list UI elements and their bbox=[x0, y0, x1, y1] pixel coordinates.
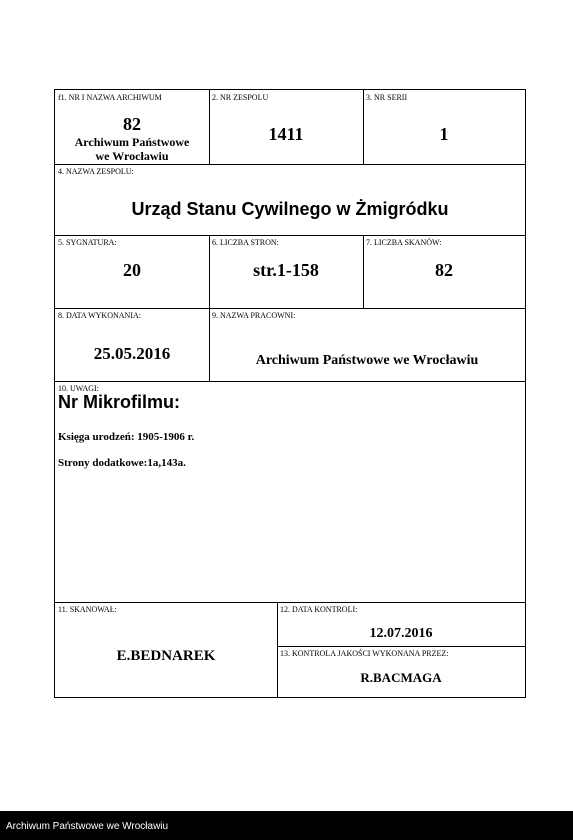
pages-cell bbox=[209, 235, 363, 308]
remarks-label: 10. UWAGI: bbox=[58, 384, 99, 393]
fond-name-cell bbox=[55, 164, 525, 235]
fond-number-value: 1411 bbox=[268, 124, 304, 144]
remarks-heading: Nr Mikrofilmu: bbox=[58, 392, 181, 412]
signature-label: 5. SYGNATURA: bbox=[58, 238, 117, 247]
remarks-cell bbox=[55, 381, 525, 602]
quality-control-value: R.BACMAGA bbox=[360, 670, 442, 685]
archive-cell bbox=[55, 90, 209, 164]
scanned-by-cell bbox=[55, 602, 277, 697]
fond-number-label: 2. NR ZESPOLU bbox=[212, 93, 269, 102]
remarks-line2: Strony dodatkowe:1a,143a. bbox=[58, 457, 186, 469]
fond-name-label: 4. NAZWA ZESPOLU: bbox=[58, 167, 134, 176]
series-number-cell bbox=[363, 90, 525, 164]
pages-label: 6. LICZBA STRON: bbox=[212, 238, 279, 247]
scanned-by-label: 11. SKANOWAŁ: bbox=[58, 605, 117, 614]
signature-value: 20 bbox=[123, 260, 141, 280]
quality-control-label: 13. KONTROLA JAKOŚCI WYKONANA PRZEZ: bbox=[280, 649, 449, 658]
date-made-cell bbox=[55, 308, 209, 381]
archive-number: 82 bbox=[123, 114, 141, 134]
scans-label: 7. LICZBA SKANÓW: bbox=[366, 238, 442, 247]
signature-cell bbox=[55, 235, 209, 308]
control-date-value: 12.07.2016 bbox=[369, 626, 433, 641]
workshop-label: 9. NAZWA PRACOWNI: bbox=[212, 311, 296, 320]
scans-value: 82 bbox=[435, 260, 453, 280]
archive-label: f1. NR I NAZWA ARCHIWUM bbox=[58, 93, 162, 102]
footer-text: Archiwum Państwowe we Wrocławiu bbox=[6, 821, 169, 832]
control-date-label: 12. DATA KONTROLI: bbox=[280, 605, 358, 614]
remarks-line1: Księga urodzeń: 1905-1906 r. bbox=[58, 431, 195, 443]
metadata-card bbox=[54, 89, 526, 698]
series-number-label: 3. NR SERII bbox=[366, 93, 408, 102]
fond-number-cell bbox=[209, 90, 363, 164]
archive-name-line1: Archiwum Państwowe bbox=[74, 135, 190, 149]
workshop-cell bbox=[209, 308, 525, 381]
date-made-label: 8. DATA WYKONANIA: bbox=[58, 311, 141, 320]
series-number-value: 1 bbox=[439, 124, 449, 144]
quality-control-cell bbox=[277, 646, 525, 697]
scanned-by-value: E.BEDNAREK bbox=[116, 648, 216, 664]
fond-name-value: Urząd Stanu Cywilnego w Żmigródku bbox=[131, 199, 449, 219]
footer-bar bbox=[0, 811, 573, 840]
pages-value: str.1-158 bbox=[253, 260, 319, 280]
control-date-cell bbox=[277, 602, 525, 646]
workshop-value: Archiwum Państwowe we Wrocławiu bbox=[255, 353, 479, 368]
date-made-value: 25.05.2016 bbox=[93, 344, 171, 363]
scans-cell bbox=[363, 235, 525, 308]
archive-name-line2: we Wrocławiu bbox=[95, 149, 169, 163]
